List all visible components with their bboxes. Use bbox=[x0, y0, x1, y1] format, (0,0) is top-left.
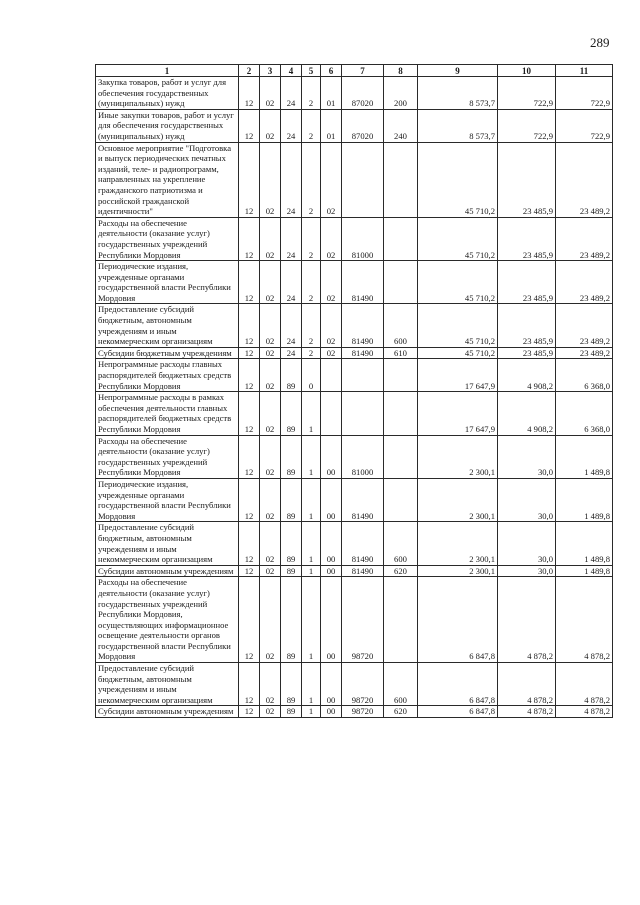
code-cell: 02 bbox=[260, 217, 281, 260]
row-name-cell: Расходы на обеспечение деятельности (оказание услуг) государственных учреждений Республики Мордовия bbox=[96, 217, 239, 260]
amount-cell: 30,0 bbox=[498, 522, 556, 565]
amount-cell: 30,0 bbox=[498, 435, 556, 478]
amount-cell: 23 485,9 bbox=[498, 261, 556, 304]
code-cell: 98720 bbox=[342, 706, 384, 718]
header-cell: 5 bbox=[302, 65, 321, 77]
code-cell: 89 bbox=[281, 359, 302, 392]
table-row bbox=[96, 304, 613, 347]
header-row bbox=[96, 65, 613, 77]
table-row bbox=[96, 478, 613, 521]
code-cell: 12 bbox=[239, 142, 260, 217]
code-cell: 02 bbox=[260, 435, 281, 478]
row-name-cell: Субсидии автономным учреждениям bbox=[96, 565, 239, 577]
table-row bbox=[96, 109, 613, 142]
code-cell: 0 bbox=[302, 359, 321, 392]
code-cell: 00 bbox=[321, 706, 342, 718]
row-name-cell: Иные закупки товаров, работ и услуг для обеспечения государственных (муниципальных) нужд bbox=[96, 109, 239, 142]
code-cell: 1 bbox=[302, 663, 321, 706]
code-cell: 1 bbox=[302, 706, 321, 718]
code-cell: 2 bbox=[302, 304, 321, 347]
row-name-cell: Закупка товаров, работ и услуг для обеспечения государственных (муниципальных) нужд bbox=[96, 77, 239, 110]
amount-cell: 4 908,2 bbox=[498, 392, 556, 435]
page-number: 289 bbox=[590, 35, 610, 50]
code-cell: 98720 bbox=[342, 577, 384, 663]
code-cell: 02 bbox=[260, 77, 281, 110]
amount-cell: 722,9 bbox=[498, 109, 556, 142]
code-cell: 02 bbox=[260, 706, 281, 718]
code-cell: 02 bbox=[260, 109, 281, 142]
code-cell: 2 bbox=[302, 142, 321, 217]
code-cell: 81490 bbox=[342, 261, 384, 304]
table-row bbox=[96, 359, 613, 392]
table-row bbox=[96, 347, 613, 359]
code-cell: 24 bbox=[281, 142, 302, 217]
code-cell bbox=[384, 577, 418, 663]
code-cell: 01 bbox=[321, 77, 342, 110]
code-cell: 600 bbox=[384, 304, 418, 347]
amount-cell: 722,9 bbox=[556, 77, 613, 110]
table-row bbox=[96, 435, 613, 478]
code-cell: 81490 bbox=[342, 478, 384, 521]
amount-cell: 23 489,2 bbox=[556, 304, 613, 347]
code-cell: 1 bbox=[302, 522, 321, 565]
code-cell: 600 bbox=[384, 663, 418, 706]
code-cell: 98720 bbox=[342, 663, 384, 706]
header-cell: 1 bbox=[96, 65, 239, 77]
row-name-cell: Основное мероприятие "Подготовка и выпуск периодических печатных изданий, теле- и радиопрограмм, направленных на укрепление гражданского патриотизма и российской гражданской идентичности" bbox=[96, 142, 239, 217]
amount-cell: 23 489,2 bbox=[556, 261, 613, 304]
amount-cell: 4 878,2 bbox=[556, 663, 613, 706]
amount-cell: 8 573,7 bbox=[418, 77, 498, 110]
code-cell: 620 bbox=[384, 706, 418, 718]
code-cell: 12 bbox=[239, 392, 260, 435]
code-cell: 02 bbox=[260, 359, 281, 392]
code-cell: 12 bbox=[239, 261, 260, 304]
code-cell bbox=[384, 435, 418, 478]
code-cell: 620 bbox=[384, 565, 418, 577]
amount-cell: 23 489,2 bbox=[556, 217, 613, 260]
code-cell: 12 bbox=[239, 109, 260, 142]
code-cell: 02 bbox=[260, 577, 281, 663]
amount-cell: 17 647,9 bbox=[418, 359, 498, 392]
table-row bbox=[96, 565, 613, 577]
amount-cell: 4 878,2 bbox=[498, 706, 556, 718]
code-cell: 24 bbox=[281, 77, 302, 110]
code-cell: 12 bbox=[239, 663, 260, 706]
amount-cell: 30,0 bbox=[498, 565, 556, 577]
code-cell bbox=[384, 478, 418, 521]
code-cell: 1 bbox=[302, 435, 321, 478]
code-cell bbox=[342, 142, 384, 217]
amount-cell: 2 300,1 bbox=[418, 565, 498, 577]
code-cell: 200 bbox=[384, 77, 418, 110]
code-cell bbox=[384, 142, 418, 217]
row-name-cell: Периодические издания, учрежденные органами государственной власти Республики Мордовия bbox=[96, 478, 239, 521]
code-cell: 00 bbox=[321, 522, 342, 565]
code-cell: 87020 bbox=[342, 109, 384, 142]
code-cell: 02 bbox=[321, 142, 342, 217]
amount-cell: 6 847,8 bbox=[418, 663, 498, 706]
table-row bbox=[96, 217, 613, 260]
amount-cell: 722,9 bbox=[556, 109, 613, 142]
code-cell bbox=[342, 392, 384, 435]
amount-cell: 45 710,2 bbox=[418, 347, 498, 359]
code-cell: 89 bbox=[281, 706, 302, 718]
code-cell bbox=[384, 392, 418, 435]
code-cell: 610 bbox=[384, 347, 418, 359]
code-cell: 2 bbox=[302, 347, 321, 359]
code-cell: 00 bbox=[321, 565, 342, 577]
amount-cell: 4 878,2 bbox=[556, 706, 613, 718]
code-cell: 89 bbox=[281, 577, 302, 663]
amount-cell: 23 485,9 bbox=[498, 304, 556, 347]
code-cell: 81490 bbox=[342, 347, 384, 359]
code-cell: 02 bbox=[260, 142, 281, 217]
code-cell: 81000 bbox=[342, 435, 384, 478]
header-cell: 6 bbox=[321, 65, 342, 77]
code-cell: 02 bbox=[260, 522, 281, 565]
table-row bbox=[96, 77, 613, 110]
code-cell: 87020 bbox=[342, 77, 384, 110]
code-cell: 02 bbox=[321, 217, 342, 260]
amount-cell: 45 710,2 bbox=[418, 261, 498, 304]
code-cell: 01 bbox=[321, 109, 342, 142]
code-cell: 81490 bbox=[342, 304, 384, 347]
code-cell bbox=[321, 392, 342, 435]
code-cell: 24 bbox=[281, 261, 302, 304]
code-cell: 89 bbox=[281, 522, 302, 565]
code-cell: 81490 bbox=[342, 565, 384, 577]
table-row bbox=[96, 577, 613, 663]
amount-cell: 17 647,9 bbox=[418, 392, 498, 435]
code-cell: 2 bbox=[302, 261, 321, 304]
code-cell: 12 bbox=[239, 304, 260, 347]
amount-cell: 6 847,8 bbox=[418, 577, 498, 663]
header-cell: 7 bbox=[342, 65, 384, 77]
code-cell: 12 bbox=[239, 359, 260, 392]
row-name-cell: Непрограммные расходы главных распорядителей бюджетных средств Республики Мордовия bbox=[96, 359, 239, 392]
table-row bbox=[96, 522, 613, 565]
row-name-cell: Периодические издания, учрежденные органами государственной власти Республики Мордовия bbox=[96, 261, 239, 304]
header-cell: 9 bbox=[418, 65, 498, 77]
header-cell: 10 bbox=[498, 65, 556, 77]
code-cell: 02 bbox=[321, 261, 342, 304]
amount-cell: 4 878,2 bbox=[498, 663, 556, 706]
code-cell: 02 bbox=[260, 347, 281, 359]
amount-cell: 45 710,2 bbox=[418, 142, 498, 217]
header-cell: 4 bbox=[281, 65, 302, 77]
amount-cell: 4 878,2 bbox=[498, 577, 556, 663]
amount-cell: 8 573,7 bbox=[418, 109, 498, 142]
code-cell: 12 bbox=[239, 347, 260, 359]
code-cell: 02 bbox=[260, 392, 281, 435]
code-cell: 24 bbox=[281, 109, 302, 142]
code-cell: 240 bbox=[384, 109, 418, 142]
amount-cell: 45 710,2 bbox=[418, 217, 498, 260]
amount-cell: 1 489,8 bbox=[556, 478, 613, 521]
code-cell: 89 bbox=[281, 565, 302, 577]
row-name-cell: Предоставление субсидий бюджетным, автономным учреждениям и иным некоммерческим организациям bbox=[96, 522, 239, 565]
code-cell: 24 bbox=[281, 217, 302, 260]
code-cell: 00 bbox=[321, 577, 342, 663]
code-cell: 12 bbox=[239, 577, 260, 663]
code-cell: 24 bbox=[281, 304, 302, 347]
code-cell: 00 bbox=[321, 663, 342, 706]
row-name-cell: Непрограммные расходы в рамках обеспечения деятельности главных распорядителей бюджетных средств Республики Мордовия bbox=[96, 392, 239, 435]
amount-cell: 23 489,2 bbox=[556, 142, 613, 217]
row-name-cell: Расходы на обеспечение деятельности (оказание услуг) государственных учреждений Республики Мордовия bbox=[96, 435, 239, 478]
code-cell bbox=[342, 359, 384, 392]
code-cell: 12 bbox=[239, 706, 260, 718]
table-row bbox=[96, 706, 613, 718]
code-cell: 89 bbox=[281, 478, 302, 521]
table-row bbox=[96, 261, 613, 304]
code-cell: 2 bbox=[302, 77, 321, 110]
code-cell: 12 bbox=[239, 77, 260, 110]
header-cell: 3 bbox=[260, 65, 281, 77]
table-row bbox=[96, 142, 613, 217]
code-cell: 81490 bbox=[342, 522, 384, 565]
code-cell bbox=[321, 359, 342, 392]
code-cell: 12 bbox=[239, 565, 260, 577]
code-cell: 02 bbox=[260, 478, 281, 521]
code-cell: 12 bbox=[239, 435, 260, 478]
table-row bbox=[96, 392, 613, 435]
code-cell: 600 bbox=[384, 522, 418, 565]
row-name-cell: Субсидии автономным учреждениям bbox=[96, 706, 239, 718]
code-cell: 81000 bbox=[342, 217, 384, 260]
code-cell: 2 bbox=[302, 109, 321, 142]
amount-cell: 6 847,8 bbox=[418, 706, 498, 718]
code-cell: 02 bbox=[260, 261, 281, 304]
row-name-cell: Предоставление субсидий бюджетным, автономным учреждениям и иным некоммерческим организациям bbox=[96, 304, 239, 347]
header-cell: 2 bbox=[239, 65, 260, 77]
code-cell: 2 bbox=[302, 217, 321, 260]
code-cell: 00 bbox=[321, 478, 342, 521]
amount-cell: 4 908,2 bbox=[498, 359, 556, 392]
code-cell: 1 bbox=[302, 565, 321, 577]
code-cell: 89 bbox=[281, 392, 302, 435]
amount-cell: 6 368,0 bbox=[556, 392, 613, 435]
code-cell: 1 bbox=[302, 478, 321, 521]
amount-cell: 4 878,2 bbox=[556, 577, 613, 663]
code-cell bbox=[384, 261, 418, 304]
code-cell: 02 bbox=[321, 347, 342, 359]
amount-cell: 1 489,8 bbox=[556, 435, 613, 478]
amount-cell: 1 489,8 bbox=[556, 565, 613, 577]
amount-cell: 23 485,9 bbox=[498, 347, 556, 359]
table-row bbox=[96, 663, 613, 706]
code-cell: 1 bbox=[302, 392, 321, 435]
code-cell: 02 bbox=[321, 304, 342, 347]
code-cell bbox=[384, 217, 418, 260]
budget-table bbox=[95, 64, 613, 718]
amount-cell: 23 485,9 bbox=[498, 217, 556, 260]
amount-cell: 2 300,1 bbox=[418, 435, 498, 478]
code-cell: 1 bbox=[302, 577, 321, 663]
code-cell: 02 bbox=[260, 304, 281, 347]
row-name-cell: Расходы на обеспечение деятельности (оказание услуг) государственных учреждений Республики Мордовия, осуществляющих информационное освещение деятельности органов государственной власти Республики Мордовия bbox=[96, 577, 239, 663]
amount-cell: 722,9 bbox=[498, 77, 556, 110]
amount-cell: 45 710,2 bbox=[418, 304, 498, 347]
code-cell: 24 bbox=[281, 347, 302, 359]
code-cell: 02 bbox=[260, 565, 281, 577]
code-cell: 89 bbox=[281, 435, 302, 478]
amount-cell: 30,0 bbox=[498, 478, 556, 521]
amount-cell: 2 300,1 bbox=[418, 478, 498, 521]
row-name-cell: Субсидии бюджетным учреждениям bbox=[96, 347, 239, 359]
code-cell: 12 bbox=[239, 217, 260, 260]
amount-cell: 23 489,2 bbox=[556, 347, 613, 359]
amount-cell: 1 489,8 bbox=[556, 522, 613, 565]
code-cell: 12 bbox=[239, 522, 260, 565]
code-cell: 00 bbox=[321, 435, 342, 478]
row-name-cell: Предоставление субсидий бюджетным, автономным учреждениям и иным некоммерческим организациям bbox=[96, 663, 239, 706]
code-cell: 89 bbox=[281, 663, 302, 706]
amount-cell: 6 368,0 bbox=[556, 359, 613, 392]
header-cell: 11 bbox=[556, 65, 613, 77]
code-cell: 02 bbox=[260, 663, 281, 706]
code-cell: 12 bbox=[239, 478, 260, 521]
amount-cell: 2 300,1 bbox=[418, 522, 498, 565]
code-cell bbox=[384, 359, 418, 392]
amount-cell: 23 485,9 bbox=[498, 142, 556, 217]
header-cell: 8 bbox=[384, 65, 418, 77]
